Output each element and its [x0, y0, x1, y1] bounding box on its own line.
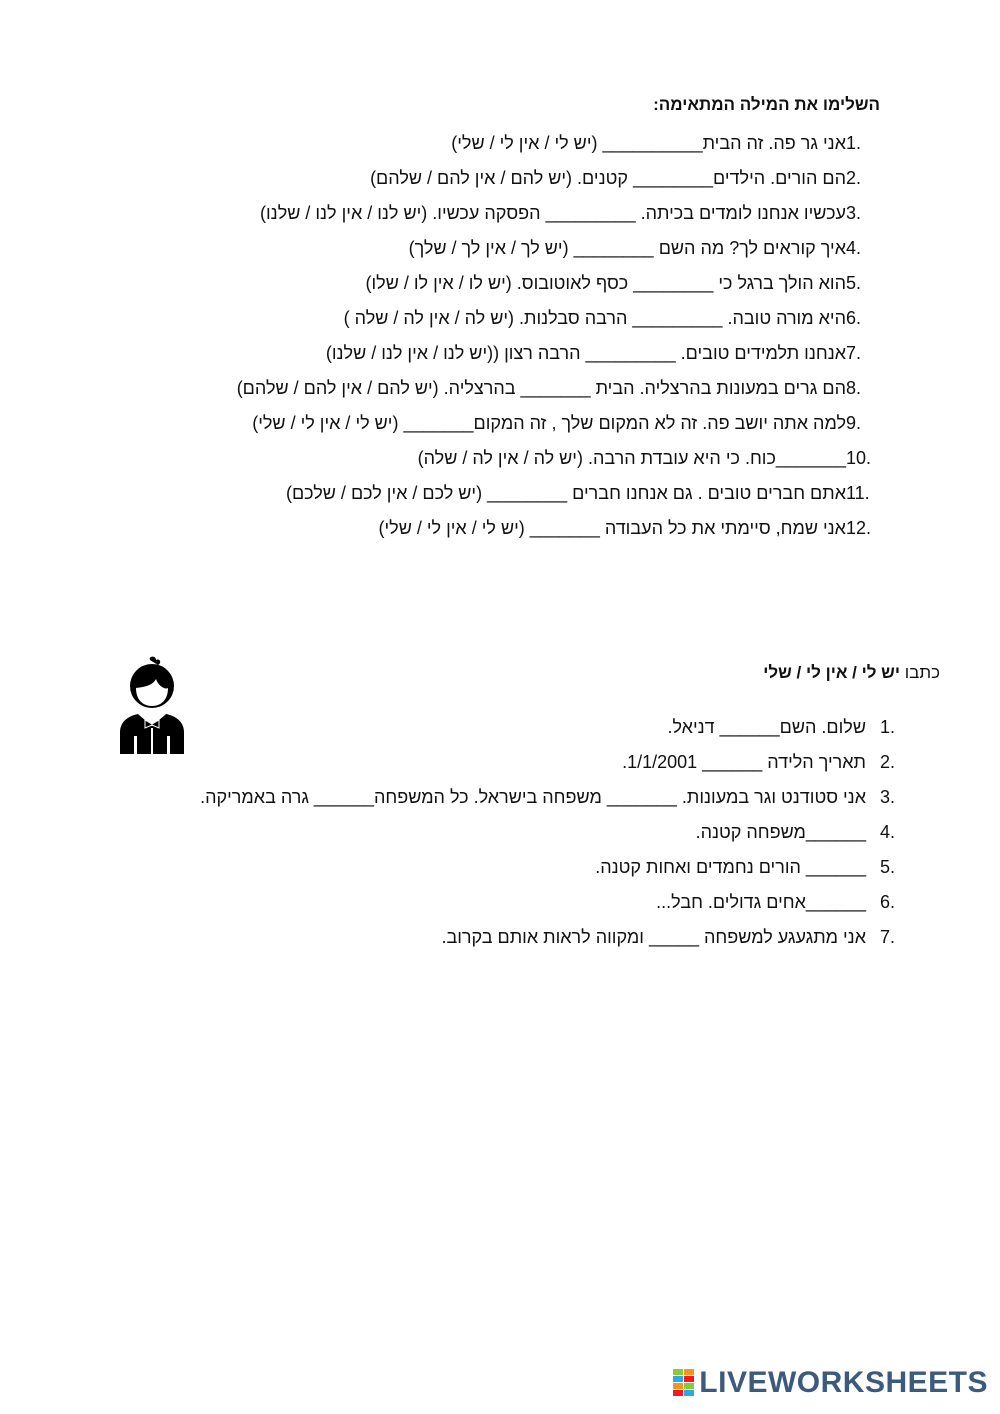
item-text: אנחנו תלמידים טובים. _________ הרבה רצון ((יש לנו / אין לנו / שלנו)	[325, 343, 846, 363]
list-item	[120, 371, 880, 406]
item-number: 2.	[846, 168, 862, 188]
item-text: _______כוח. כי היא עובדת הרבה. (יש לה / אין לה / שלה)	[417, 448, 846, 468]
list-item	[80, 815, 910, 850]
item-text: ______אחים גדולים. חבל...	[656, 892, 866, 912]
item-text: אתם חברים טובים . גם אנחנו חברים ________ (יש לכם / אין לכם / שלכם)	[285, 483, 846, 503]
item-number: 9.	[846, 413, 862, 433]
item-number: 4.	[880, 822, 896, 842]
item-number: 3.	[880, 787, 896, 807]
item-text: ______ הורים נחמדים ואחות קטנה.	[595, 857, 866, 877]
item-text: תאריך הלידה ______ 1/1/2001.	[622, 752, 866, 772]
item-number: 5.	[846, 273, 862, 293]
item-text: אני סטודנט וגר במעונות. _______ משפחה בישראל. כל המשפחה______ גרה באמריקה.	[200, 787, 866, 807]
list-item	[80, 780, 910, 815]
item-number: 2.	[880, 752, 896, 772]
list-item	[80, 850, 910, 885]
list-item	[120, 406, 880, 441]
item-text: ______משפחה קטנה.	[695, 822, 866, 842]
item-text: למה אתה יושב פה. זה לא המקום שלך , זה המקום_______ (יש לי / אין לי / שלי)	[252, 413, 846, 433]
list-item	[80, 920, 910, 955]
item-text: הוא הולך ברגל כי ________ כסף לאוטובוס. (יש לו / אין לו / שלו)	[365, 273, 846, 293]
liveworksheets-logo-icon	[673, 1369, 695, 1397]
list-item	[120, 441, 880, 476]
item-text: איך קוראים לך? מה השם ________ (יש לך / אין לך / שלך)	[408, 238, 846, 258]
item-text: הם הורים. הילדים________ קטנים. (יש להם / אין להם / שלהם)	[370, 168, 846, 188]
item-text: אני גר פה. זה הבית__________ (יש לי / אין לי / שלי)	[451, 133, 846, 153]
item-text: עכשיו אנחנו לומדים בכיתה. _________ הפסקה עכשיו. (יש לנו / אין לנו / שלנו)	[260, 203, 846, 223]
item-number: 10.	[846, 448, 872, 468]
list-item	[80, 885, 910, 920]
item-number: 7.	[846, 343, 862, 363]
section2-title	[763, 663, 940, 683]
section2-title-prefix: כתבו	[904, 663, 940, 682]
list-item	[120, 511, 880, 546]
list-item	[120, 476, 880, 511]
item-number: 4.	[846, 238, 862, 258]
item-text: היא מורה טובה. _________ הרבה סבלנות. (יש לה / אין לה / שלה )	[343, 308, 846, 328]
section1-title: השלימו את המילה המתאימה:	[653, 95, 880, 114]
list-item	[120, 196, 880, 231]
section1-list	[120, 126, 880, 546]
item-number: 11.	[846, 483, 870, 503]
list-item	[120, 336, 880, 371]
item-number: 1.	[880, 717, 896, 737]
list-item	[120, 126, 880, 161]
item-number: 12.	[846, 518, 872, 538]
section2-list	[80, 710, 910, 955]
list-item	[80, 710, 910, 745]
list-item	[120, 231, 880, 266]
logo-text: LIVEWORKSHEETS	[699, 1366, 988, 1399]
list-item	[120, 301, 880, 336]
item-text: שלום. השם______ דניאל.	[667, 717, 866, 737]
item-number: 1.	[846, 133, 862, 153]
item-text: הם גרים במעונות בהרצליה. הבית _______ בהרצליה. (יש להם / אין להם / שלהם)	[236, 378, 846, 398]
list-item	[80, 745, 910, 780]
list-item	[120, 266, 880, 301]
list-item	[120, 161, 880, 196]
section2-title-bold: יש לי / אין לי / שלי	[763, 663, 900, 682]
item-number: 3.	[846, 203, 862, 223]
liveworksheets-logo[interactable]	[673, 1366, 988, 1400]
item-text: אני מתגעגע למשפחה _____ ומקווה לראות אותם בקרוב.	[441, 927, 866, 947]
item-number: 8.	[846, 378, 862, 398]
item-number: 6.	[880, 892, 896, 912]
item-number: 7.	[880, 927, 896, 947]
item-number: 6.	[846, 308, 862, 328]
item-number: 5.	[880, 857, 896, 877]
item-text: אני שמח, סיימתי את כל העבודה _______ (יש לי / אין לי / שלי)	[378, 518, 846, 538]
